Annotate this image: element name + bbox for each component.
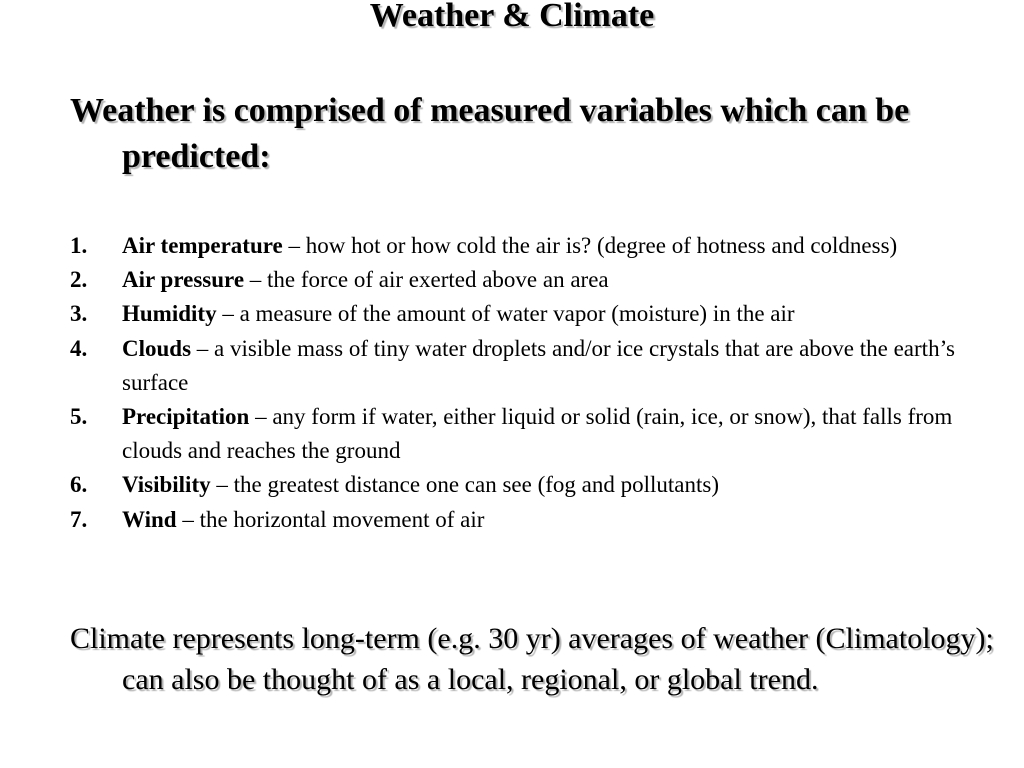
weather-heading: Weather is comprised of measured variables which can be predicted:: [70, 92, 910, 175]
item-term: Precipitation: [122, 404, 250, 430]
list-item: [70, 400, 970, 468]
item-term: Clouds: [122, 335, 192, 361]
item-term: Air pressure: [122, 267, 245, 293]
item-definition: – a measure of the amount of water vapor (moisture) in the air: [216, 301, 795, 327]
list-item: [70, 332, 970, 400]
item-definition: – the greatest distance one can see (fog and pollutants): [210, 472, 719, 498]
item-term: Visibility: [122, 472, 211, 498]
item-term: Air temperature: [122, 233, 283, 258]
item-definition: – the force of air exerted above an area: [244, 267, 609, 293]
climate-statement: Climate represents long-term (e.g. 30 yr) averages of weather (Climatology); can also be thought of as a local, regional, or global trend.: [70, 622, 994, 696]
item-number: 2.: [70, 267, 88, 293]
item-number: 3.: [70, 301, 88, 327]
item-definition: – the horizontal movement of air: [176, 506, 485, 532]
list-item: [70, 263, 970, 297]
item-term: Wind: [122, 506, 177, 532]
item-definition: – a visible mass of tiny water droplets and/or ice crystals that are above the earth’s surface: [122, 335, 955, 395]
list-item: [70, 468, 970, 502]
item-definition: – any form if water, either liquid or solid (rain, ice, or snow), that falls from clouds and reaches the ground: [122, 404, 953, 464]
item-number: 7.: [70, 506, 88, 532]
item-term: Humidity: [122, 301, 217, 327]
list-item: [70, 297, 970, 331]
item-definition: – how hot or how cold the air is? (degree of hotness and coldness): [282, 233, 898, 258]
item-number: 4.: [70, 335, 88, 361]
list-item: [70, 503, 970, 537]
list-item: [70, 229, 970, 263]
item-number: 5.: [70, 404, 88, 430]
item-number: 6.: [70, 472, 88, 498]
slide-title: Weather & Climate: [369, 0, 655, 34]
item-number: 1.: [70, 233, 88, 258]
weather-variables-list: [70, 229, 970, 537]
